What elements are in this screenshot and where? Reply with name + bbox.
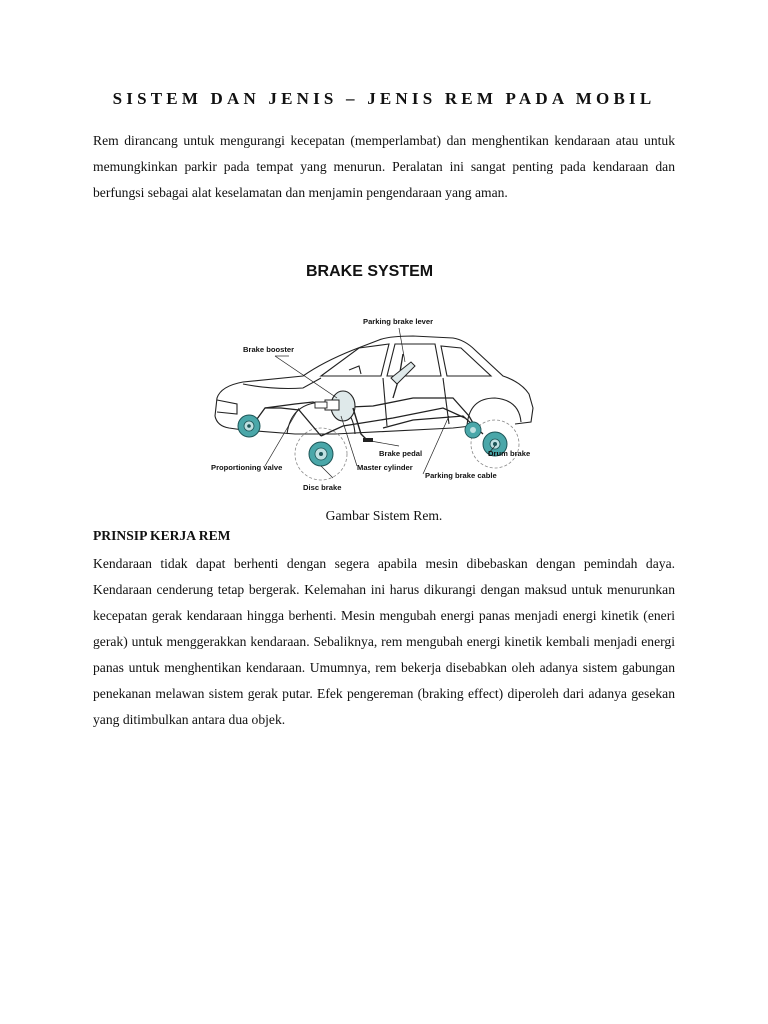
- parking-brake-lever-shape: [391, 362, 415, 384]
- brake-lines: [249, 354, 483, 436]
- figure-title: BRAKE SYSTEM: [306, 263, 434, 280]
- intro-paragraph: Rem dirancang untuk mengurangi kecepatan (memperlambat) dan menghentikan kendaraan atau untuk memungkinkan parkir pada tempat yang menurun. Peralatan ini sangat penting pada kendaraan dan berfungsi sebagai alat keselamatan dan menjamin pengendaraan yang aman.: [93, 133, 675, 200]
- section-heading: PRINSIP KERJA REM: [93, 528, 231, 543]
- front-disc-brake-shape: [238, 415, 260, 437]
- label-proportioning-valve: Proportioning valve: [211, 463, 283, 472]
- document-title: SISTEM DAN JENIS – JENIS REM PADA MOBIL: [112, 89, 656, 108]
- figure-caption: Gambar Sistem Rem.: [325, 508, 443, 523]
- brake-pedal-shape: [353, 408, 373, 442]
- section-paragraph: Kendaraan tidak dapat berhenti dengan segera apabila mesin dibebaskan dengan pemindah daya. Kendaraan cenderung tetap bergerak. Kelemahan ini harus dikurangi dengan maksud untuk menurunkan kecepatan gerak kendaraan hingga berhenti. Mesin mengubah energi panas menjadi energi kinetik (eneri gerak) untuk menggerakkan kendaraan. Sebaliknya, rem mengubah energi kinetik kembali menjadi energi panas untuk menghentikan kendaraan. Umumnya, rem bekerja disebabkan oleh adanya sistem gabungan penekanan melawan sistem gerak putar. Efek pengereman (braking effect) diperoleh dari adanya gesekan yang ditimbulkan antara dua objek.: [93, 556, 675, 727]
- label-drum-brake: Drum brake: [488, 449, 531, 458]
- label-parking-brake-lever: Parking brake lever: [363, 317, 434, 326]
- label-master-cylinder: Master cylinder: [357, 463, 413, 472]
- brake-booster-shape: [315, 391, 355, 421]
- label-brake-booster: Brake booster: [243, 345, 295, 354]
- label-disc-brake: Disc brake: [303, 483, 342, 492]
- brake-system-figure: [203, 258, 568, 500]
- rear-drum-brake-shape: [465, 422, 481, 438]
- brake-system-diagram: [203, 258, 568, 500]
- label-brake-pedal: Brake pedal: [379, 449, 423, 458]
- disc-brake-shape: [309, 442, 333, 466]
- label-parking-brake-cable: Parking brake cable: [425, 471, 497, 480]
